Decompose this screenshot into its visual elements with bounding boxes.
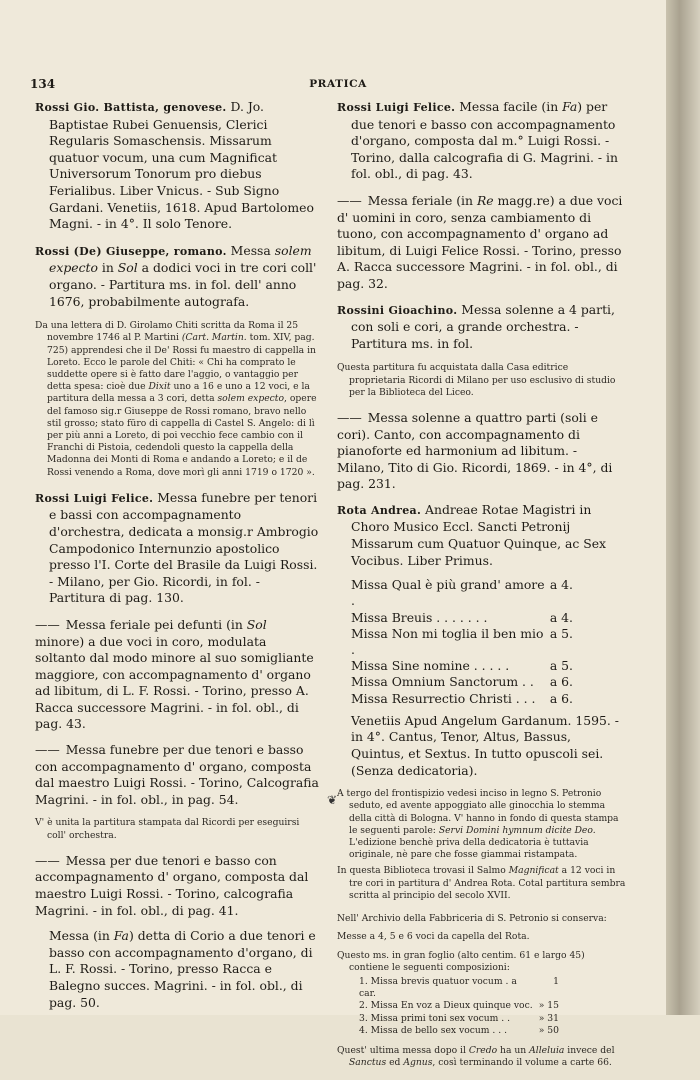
book-gutter [666, 0, 700, 1015]
note-frontispizio [337, 788, 627, 861]
mass-row [351, 658, 573, 674]
entry-text: Messa funebre per tenori e bassi con accompagnamento d'orchestra, dedicata a monsig.r Ambrogio Campodonico Internunzio apostolico presso l'I. Corte del Brasile da Luigi Rossi. - Milano, per Gio. Ricordi, in fol. - Partitura di pag. 130. [49, 489, 319, 606]
contents-page: » 15 [538, 1000, 559, 1012]
contents-row [359, 1000, 559, 1012]
contents-title: 2. Missa En voz a Dieux quinque voc. [359, 1000, 533, 1012]
mass-voices: a 6. [549, 690, 573, 706]
note-ms-gran-foglio [337, 950, 627, 974]
entry-rossi-luigi-felice-funebre [35, 490, 319, 607]
entry-rossini-gioachino [337, 302, 627, 353]
note-ricordi-acquisto [337, 362, 627, 399]
entry-italic: Re [476, 192, 494, 208]
entry-italic: Sol [246, 616, 267, 632]
note-partitura-ricordi [35, 817, 319, 841]
mass-row [351, 610, 573, 626]
mass-voices: a 5. [549, 625, 573, 641]
entry-text: Andreae Rotae Magistri in Choro Musico Eccl. Sancti Petronij Missarum cum Quatuor Quinque, ac Sex Vocibus. Liber Primus. [351, 501, 607, 568]
note-italic: (Cart. Martin. [181, 332, 247, 344]
dash-mark: —— [337, 192, 362, 208]
mass-voices: a 4. [549, 609, 573, 625]
note-text: ha un [497, 1044, 530, 1056]
entry-heading: Rossi (De) Giuseppe, romano. [35, 244, 227, 258]
contents-title: 1. Missa brevis quatuor vocum . a car. [359, 975, 517, 1000]
entry-text: magg.re) a due voci d' uomini in coro, senza cambiamento di tuono, con accompagnamento d' organo ad libitum, di Luigi Felice Rossi. - Torino, presso A. Racca successore Magrini. - in fol. obl., di pag. 32. [337, 192, 623, 291]
note-text: invece del [564, 1044, 615, 1056]
dash-mark: —— [35, 616, 60, 632]
entry-text: Messa per due tenori e basso con accompagnamento d' organo, composta dal maestro Luigi Rossi. - Torino, calcografia Magrini. - in fol. obl., di pag. 41. [35, 852, 309, 918]
entry-heading: Rossi Luigi Felice. [35, 491, 154, 505]
note-alleluia [337, 1045, 627, 1069]
entry-heading: Rossi Gio. Battista, genovese. [35, 101, 227, 114]
entry-messa-feriale-defunti [35, 617, 319, 733]
mass-voices: a 6. [549, 674, 573, 690]
mass-row [351, 577, 573, 609]
entry-messa-corio [35, 928, 319, 1011]
entry-text: Messa solenne a 4 parti, con soli e cori, a grande orchestra. - Partitura ms. in fol. [351, 301, 615, 351]
entry-text: a dodici voci in tre cori coll' organo. - Partitura ms. in fol. dell' anno 1676, probabilmente autografa. [49, 260, 317, 309]
entry-text: ) per due tenori e basso con accompagnamento d'organo, composta dal m.° Luigi Rossi. - Torino, dalla calcografia di G. Magrini. - in fol. obl., di pag. 43. [351, 99, 619, 182]
contents-page: 1 [553, 975, 559, 987]
note-text: Quest' ultima messa dopo il [337, 1044, 469, 1056]
contents-page: » 31 [538, 1012, 559, 1024]
entry-text: Venetiis Apud Angelum Gardanum. 1595. - in 4°. Cantus, Tenor, Altus, Bassus, Quintus, et Sextus. In tutto opuscoli sei. (Senza dedicatoria). [351, 712, 619, 778]
entry-rossi-luigi-felice-facile [337, 99, 627, 183]
note-text: , così terminando il volume a carte 66. [432, 1057, 612, 1069]
entry-text: Messa [226, 242, 275, 258]
right-column [337, 99, 627, 1080]
entry-messa-funebre-tenori [35, 742, 319, 808]
contents-row [359, 976, 559, 1000]
entry-text: Messa feriale (in [363, 192, 477, 208]
note-italic: Magnificat [508, 865, 559, 877]
note-italic: Credo [468, 1044, 498, 1056]
entry-heading: Rota Andrea. [337, 503, 422, 517]
entry-rota-andrea [337, 502, 627, 569]
note-text: a 12 voci in tre cori in partitura d' Andrea Rota. Cotal partitura sembra scritta al principio del secolo XVII. [349, 865, 626, 901]
note-text: Da una lettera di D. Girolamo Chiti scritta da Roma il 25 novembre 1746 al P. Martini [35, 320, 299, 344]
entry-text: D. Jo. Baptistae Rubei Genuensis, Clerici Regularis Somaschensis. Missarum quatuor vocum, una cum Magnificat Universorum Tonorum pro diebus Ferialibus. Liber Vnicus. - Sub Signo Gardani. Venetiis, 1618. Apud Bartolomeo Magni. - in 4°. Il solo Tenore. [49, 99, 314, 232]
entry-text: Messa (in [49, 928, 114, 944]
entry-text: Messa feriale pei defunti (in [61, 616, 247, 632]
note-text: , opere del famoso sig.r Giuseppe de Rossi romano, bravo nello stil grosso; stato füro di cappella di Castel S. Angelo: di lì per più anni a Loreto, di poi vecchio fece cambio con il Franchi di Pistoia, cedendoli questo la cappella della Madonna dei Monti di Roma e andando a Loreto; e il de Rossi venendo a Roma, dove morì gli anni 1719 o 1720 ». [47, 393, 317, 478]
note-italic: solem expecto [217, 393, 285, 405]
mass-title: Missa Omnium Sanctorum . . [351, 674, 534, 690]
left-column [35, 99, 319, 1020]
contents-title: 3. Missa primi toni sex vocum . . [359, 1012, 511, 1024]
dash-mark: —— [35, 852, 60, 868]
running-title: PRATICA [309, 78, 367, 90]
note-text: In questa Biblioteca trovasi il Salmo [337, 865, 509, 877]
contents-row [359, 1013, 559, 1025]
note-archivio [337, 913, 627, 925]
mass-title: Missa Qual è più grand' amore . [351, 577, 545, 609]
page-number: 134 [30, 77, 56, 91]
note-messe-capella [337, 931, 627, 943]
note-text: V' è unita la partitura stampata dal Ricordi per eseguirsi coll' orchestra. [35, 817, 300, 841]
entry-messa-feriale-re [337, 193, 627, 293]
entry-rossi-gio-battista [35, 99, 319, 233]
mass-title: Missa Resurrectio Christi . . . [351, 690, 536, 706]
note-italic: Alleluia [529, 1044, 565, 1056]
leaf-ornament-icon: ❦ [327, 793, 338, 807]
entry-text: minore) a due voci in coro, modulata soltanto dal modo minore al suo somigliante maggiore, con accompagnamento d' organo ad libitum, di L. F. Rossi. - Torino, presso A. Racca successore Magrini. - in fol. obl., di pag. 43. [35, 633, 314, 732]
note-text: Nell' Archivio della Fabbriceria di S. Petronio si conserva: [337, 913, 607, 925]
entry-text: Messa funebre per due tenori e basso con accompagnamento d' organo, composta dal maestro Luigi Rossi. - Torino, Calcografia Magrini. - in fol. obl., in pag. 54. [35, 742, 319, 807]
note-text: Questa partitura fu acquistata dalla Casa editrice proprietaria Ricordi di Milano per uso esclusivo di studio per la Biblioteca del Liceo. [337, 362, 616, 398]
entry-italic: Sol [117, 260, 138, 276]
entry-venetiis-gardanum [337, 713, 627, 779]
contents-row [359, 1025, 559, 1037]
note-chiti-letter [35, 320, 319, 479]
note-text: Messe a 4, 5 e 6 voci da capella del Rota. [337, 931, 530, 943]
entry-text: ) detta di Corio a due tenori e basso con accompagnamento d'organo, di L. F. Rossi. - Torino, presso Racca e Balegno succes. Magrini. - in fol. obl., di pag. 50. [49, 928, 316, 1010]
mass-list [351, 577, 627, 707]
note-text: tom. XIV, pag. 725) apprendesi che il De' Rossi fu maestro di cappella in Loreto. Ecco le parole del Chiti: « Chi ha comprato le suddette opere si è fatto dare l'aggio, o vantaggio per detta spesa: cioè due [47, 332, 316, 393]
entry-italic: Fa [113, 928, 129, 944]
dash-mark: —— [35, 742, 60, 758]
note-italic: Agnus [403, 1057, 433, 1069]
entry-italic: solem expecto [49, 242, 312, 276]
mass-row [351, 674, 573, 690]
mass-title: Missa Non mi toglia il ben mio . [351, 625, 544, 658]
contents-page: » 50 [538, 1024, 559, 1036]
entry-rossi-de-giuseppe [35, 243, 319, 310]
contents-title: 4. Missa de bello sex vocum . . . [359, 1024, 508, 1036]
entry-italic: Fa [562, 99, 578, 114]
note-magnificat [337, 865, 627, 902]
entry-text: Messa solenne a quattro parti (soli e cori). Canto, con accompagnamento di pianoforte ed harmonium ad libitum. - Milano, Tito di Gio. Ricordi, 1869. - in 4°, di pag. 231. [337, 409, 613, 492]
note-italic: Servi Domini hymnum dicite Deo. [438, 824, 596, 836]
note-italic: Dixit [148, 381, 171, 393]
note-text: ed [386, 1057, 404, 1069]
entry-messa-solenne-quattro [337, 410, 627, 493]
mass-voices: a 4. [549, 577, 573, 593]
contents-list [359, 976, 627, 1037]
note-italic: Sanctus [349, 1057, 387, 1069]
mass-title: Missa Sine nomine . . . . . [351, 658, 510, 674]
entry-heading: Rossi Luigi Felice. [337, 101, 456, 114]
mass-voices: a 5. [549, 658, 573, 674]
note-text: Questo ms. in gran foglio (alto centim. 61 e largo 45) contiene le seguenti composizioni: [337, 949, 585, 973]
note-text: uno a 16 e uno a 12 voci, e la partitura della messa a 3 cori, detta [47, 381, 310, 405]
mass-title: Missa Breuis . . . . . . . [351, 609, 488, 625]
note-text: A tergo del frontispizio vedesi inciso in legno S. Petronio seduto, ed avente appoggiato alle ginocchia lo stemma della città di Bologna. V' hanno in fondo di questa stampa le seguenti parole: [337, 788, 619, 836]
page-header [30, 77, 646, 93]
entry-text: in [97, 260, 118, 276]
entry-text: Messa facile (in [455, 99, 563, 114]
entry-messa-due-tenori [35, 853, 319, 919]
note-text: L'edizione benchè priva della dedicatoria è tuttavia originale, nè pare che fosse giammai ristampata. [349, 837, 589, 861]
dash-mark: —— [337, 409, 362, 425]
entry-heading: Rossini Gioachino. [337, 303, 458, 317]
mass-row [351, 691, 573, 707]
mass-row [351, 626, 573, 658]
